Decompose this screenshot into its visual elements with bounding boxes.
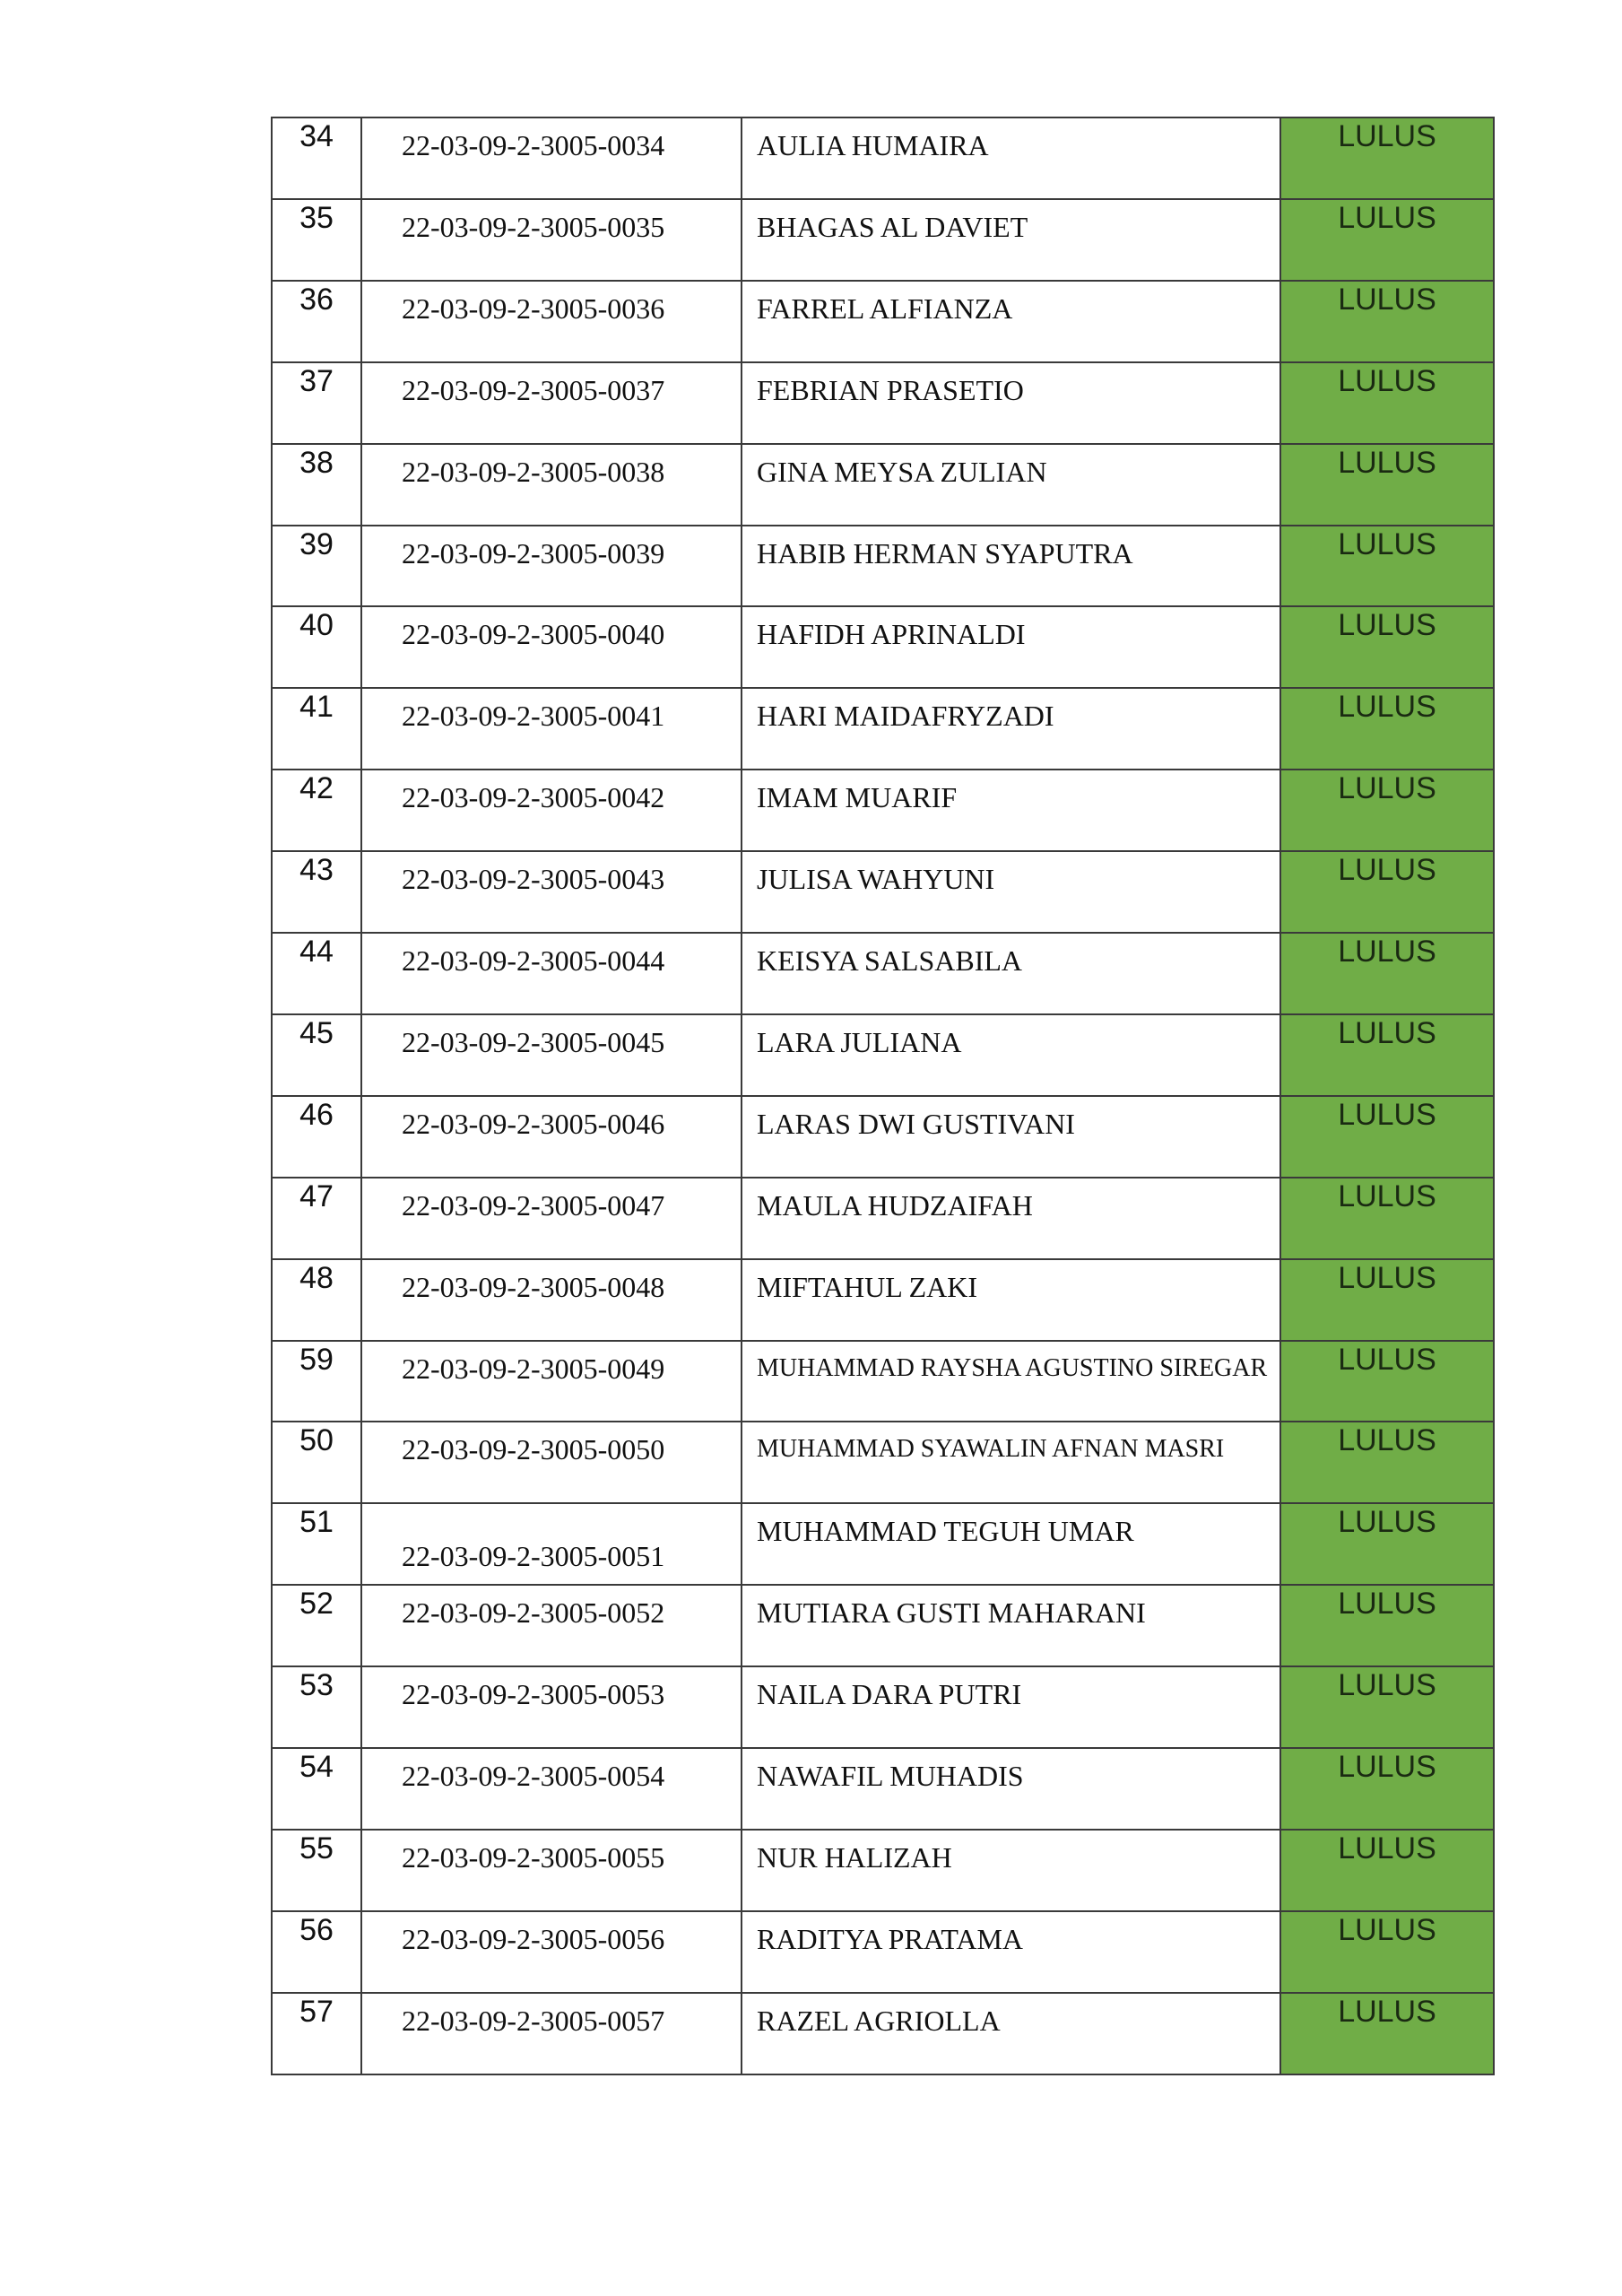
- status-label: LULUS: [1338, 1423, 1436, 1457]
- status-label: LULUS: [1338, 1016, 1436, 1050]
- status-cell: [1280, 1911, 1494, 1993]
- status-label: LULUS: [1338, 1587, 1436, 1621]
- row-number: 34: [299, 119, 334, 153]
- student-name-cell: [742, 851, 1280, 933]
- status-cell: [1280, 117, 1494, 199]
- table-row: [272, 526, 1494, 606]
- status-cell: [1280, 1748, 1494, 1830]
- exam-number-cell: [361, 1096, 742, 1178]
- exam-number-cell: [361, 199, 742, 281]
- student-name-cell: [742, 1585, 1280, 1666]
- table-row: [272, 1666, 1494, 1748]
- table-row: [272, 851, 1494, 933]
- exam-number-cell: [361, 1748, 742, 1830]
- row-number: 48: [299, 1261, 334, 1295]
- status-cell: [1280, 1422, 1494, 1503]
- exam-number-cell: [361, 1422, 742, 1503]
- student-name-cell: [742, 1993, 1280, 2074]
- student-name-cell: [742, 526, 1280, 606]
- student-name-cell: [742, 281, 1280, 362]
- row-number: 54: [299, 1750, 334, 1784]
- status-cell: [1280, 444, 1494, 526]
- table-row: [272, 1096, 1494, 1178]
- status-label: LULUS: [1338, 1505, 1436, 1539]
- status-label: LULUS: [1338, 771, 1436, 805]
- student-name-cell: [742, 606, 1280, 688]
- row-number: 35: [299, 201, 334, 235]
- exam-number: 22-03-09-2-3005-0036: [402, 292, 665, 325]
- row-number-cell: [272, 1096, 361, 1178]
- table-row: [272, 1422, 1494, 1503]
- status-cell: [1280, 1993, 1494, 2074]
- row-number-cell: [272, 1748, 361, 1830]
- row-number: 38: [299, 446, 334, 480]
- exam-number-cell: [361, 770, 742, 851]
- table-row: [272, 1503, 1494, 1585]
- exam-number: 22-03-09-2-3005-0048: [402, 1271, 665, 1303]
- status-label: LULUS: [1338, 1668, 1436, 1702]
- exam-number-cell: [361, 1014, 742, 1096]
- exam-number-cell: [361, 1585, 742, 1666]
- exam-number-cell: [361, 281, 742, 362]
- exam-number: 22-03-09-2-3005-0049: [402, 1352, 665, 1385]
- row-number: 56: [299, 1913, 334, 1947]
- status-cell: [1280, 1259, 1494, 1341]
- status-cell: [1280, 1096, 1494, 1178]
- student-name: JULISA WAHYUNI: [757, 863, 995, 895]
- table-row: [272, 1911, 1494, 1993]
- student-name-cell: [742, 1259, 1280, 1341]
- exam-number-cell: [361, 1993, 742, 2074]
- student-name-cell: [742, 1748, 1280, 1830]
- status-label: LULUS: [1338, 446, 1436, 480]
- exam-number-cell: [361, 117, 742, 199]
- student-name: RAZEL AGRIOLLA: [757, 2005, 1001, 2037]
- status-label: LULUS: [1338, 608, 1436, 642]
- student-name: RADITYA PRATAMA: [757, 1923, 1024, 1955]
- status-cell: [1280, 606, 1494, 688]
- student-name-cell: [742, 1911, 1280, 1993]
- table-row: [272, 1993, 1494, 2074]
- exam-number: 22-03-09-2-3005-0050: [402, 1433, 665, 1465]
- student-name: FEBRIAN PRASETIO: [757, 374, 1024, 406]
- row-number-cell: [272, 117, 361, 199]
- student-name: MUHAMMAD SYAWALIN AFNAN MASRI: [757, 1435, 1225, 1463]
- row-number: 39: [299, 527, 334, 561]
- student-name-cell: [742, 444, 1280, 526]
- table-row: [272, 1830, 1494, 1911]
- status-label: LULUS: [1338, 283, 1436, 317]
- status-cell: [1280, 1830, 1494, 1911]
- row-number-cell: [272, 281, 361, 362]
- status-label: LULUS: [1338, 1913, 1436, 1947]
- student-name-cell: [742, 1096, 1280, 1178]
- row-number: 50: [299, 1423, 334, 1457]
- row-number-cell: [272, 1666, 361, 1748]
- exam-number: 22-03-09-2-3005-0052: [402, 1596, 665, 1629]
- row-number: 59: [299, 1343, 334, 1377]
- exam-number: 22-03-09-2-3005-0034: [402, 129, 665, 161]
- row-number-cell: [272, 1178, 361, 1259]
- exam-number-cell: [361, 688, 742, 770]
- student-name: NAILA DARA PUTRI: [757, 1678, 1022, 1710]
- exam-number-cell: [361, 526, 742, 606]
- student-name-cell: [742, 1422, 1280, 1503]
- student-name: MIFTAHUL ZAKI: [757, 1271, 977, 1303]
- student-name-cell: [742, 1666, 1280, 1748]
- status-label: LULUS: [1338, 1261, 1436, 1295]
- status-cell: [1280, 1014, 1494, 1096]
- row-number-cell: [272, 606, 361, 688]
- student-name-cell: [742, 1014, 1280, 1096]
- row-number-cell: [272, 1911, 361, 1993]
- status-label: LULUS: [1338, 935, 1436, 969]
- exam-number: 22-03-09-2-3005-0045: [402, 1026, 665, 1058]
- status-cell: [1280, 526, 1494, 606]
- row-number: 47: [299, 1179, 334, 1213]
- table-row: [272, 1341, 1494, 1422]
- row-number: 37: [299, 364, 334, 398]
- status-label: LULUS: [1338, 1098, 1436, 1132]
- student-name: HAFIDH APRINALDI: [757, 618, 1026, 650]
- graduation-results-table: [271, 117, 1495, 2075]
- row-number-cell: [272, 362, 361, 444]
- exam-number: 22-03-09-2-3005-0035: [402, 211, 665, 243]
- student-name: NAWAFIL MUHADIS: [757, 1760, 1024, 1792]
- exam-number-cell: [361, 606, 742, 688]
- row-number-cell: [272, 1585, 361, 1666]
- row-number-cell: [272, 1422, 361, 1503]
- row-number: 44: [299, 935, 334, 969]
- status-cell: [1280, 1341, 1494, 1422]
- student-name: BHAGAS AL DAVIET: [757, 211, 1028, 243]
- student-name-cell: [742, 117, 1280, 199]
- student-name: LARA JULIANA: [757, 1026, 962, 1058]
- row-number-cell: [272, 1993, 361, 2074]
- table-row: [272, 606, 1494, 688]
- table-row: [272, 1259, 1494, 1341]
- row-number: 55: [299, 1831, 334, 1866]
- row-number-cell: [272, 688, 361, 770]
- row-number-cell: [272, 1259, 361, 1341]
- status-label: LULUS: [1338, 690, 1436, 724]
- row-number-cell: [272, 444, 361, 526]
- student-name: MAULA HUDZAIFAH: [757, 1189, 1033, 1222]
- status-label: LULUS: [1338, 1995, 1436, 2029]
- exam-number: 22-03-09-2-3005-0043: [402, 863, 665, 895]
- table-row: [272, 362, 1494, 444]
- status-cell: [1280, 1585, 1494, 1666]
- student-name-cell: [742, 1178, 1280, 1259]
- student-name-cell: [742, 362, 1280, 444]
- status-label: LULUS: [1338, 1831, 1436, 1866]
- exam-number-cell: [361, 1911, 742, 1993]
- row-number-cell: [272, 770, 361, 851]
- table-row: [272, 770, 1494, 851]
- status-label: LULUS: [1338, 364, 1436, 398]
- row-number: 40: [299, 608, 334, 642]
- row-number: 57: [299, 1995, 334, 2029]
- status-label: LULUS: [1338, 201, 1436, 235]
- table-row: [272, 117, 1494, 199]
- table-row: [272, 688, 1494, 770]
- status-cell: [1280, 688, 1494, 770]
- row-number-cell: [272, 1014, 361, 1096]
- student-name-cell: [742, 933, 1280, 1014]
- student-name: KEISYA SALSABILA: [757, 944, 1023, 977]
- status-label: LULUS: [1338, 1750, 1436, 1784]
- student-name: AULIA HUMAIRA: [757, 129, 989, 161]
- exam-number: 22-03-09-2-3005-0038: [402, 456, 665, 488]
- row-number: 36: [299, 283, 334, 317]
- row-number: 41: [299, 690, 334, 724]
- student-name: LARAS DWI GUSTIVANI: [757, 1108, 1075, 1140]
- row-number-cell: [272, 1341, 361, 1422]
- exam-number: 22-03-09-2-3005-0041: [402, 700, 665, 732]
- row-number-cell: [272, 1830, 361, 1911]
- row-number: 51: [299, 1505, 334, 1539]
- table-row: [272, 1748, 1494, 1830]
- row-number-cell: [272, 851, 361, 933]
- row-number: 42: [299, 771, 334, 805]
- exam-number-cell: [361, 1178, 742, 1259]
- student-name: MUHAMMAD RAYSHA AGUSTINO SIREGAR: [757, 1354, 1268, 1382]
- exam-number-cell: [361, 444, 742, 526]
- exam-number-cell: [361, 1666, 742, 1748]
- exam-number: 22-03-09-2-3005-0057: [402, 2005, 665, 2037]
- student-name: GINA MEYSA ZULIAN: [757, 456, 1047, 488]
- exam-number: 22-03-09-2-3005-0047: [402, 1189, 665, 1222]
- student-name-cell: [742, 688, 1280, 770]
- status-label: LULUS: [1338, 527, 1436, 561]
- table-row: [272, 199, 1494, 281]
- student-name-cell: [742, 1830, 1280, 1911]
- student-name: IMAM MUARIF: [757, 781, 958, 813]
- exam-number: 22-03-09-2-3005-0056: [402, 1923, 665, 1955]
- status-label: LULUS: [1338, 119, 1436, 153]
- status-label: LULUS: [1338, 1179, 1436, 1213]
- row-number-cell: [272, 199, 361, 281]
- student-name-cell: [742, 1341, 1280, 1422]
- student-name-cell: [742, 1503, 1280, 1585]
- row-number: 52: [299, 1587, 334, 1621]
- exam-number-cell: [361, 1503, 742, 1585]
- status-cell: [1280, 933, 1494, 1014]
- student-name: NUR HALIZAH: [757, 1841, 952, 1874]
- exam-number: 22-03-09-2-3005-0053: [402, 1678, 665, 1710]
- status-label: LULUS: [1338, 1343, 1436, 1377]
- exam-number-cell: [361, 933, 742, 1014]
- row-number: 45: [299, 1016, 334, 1050]
- status-cell: [1280, 851, 1494, 933]
- row-number-cell: [272, 933, 361, 1014]
- table-row: [272, 444, 1494, 526]
- student-name: HABIB HERMAN SYAPUTRA: [757, 537, 1133, 570]
- status-cell: [1280, 1178, 1494, 1259]
- exam-number: 22-03-09-2-3005-0040: [402, 618, 665, 650]
- status-label: LULUS: [1338, 853, 1436, 887]
- student-name-cell: [742, 199, 1280, 281]
- student-name: MUHAMMAD TEGUH UMAR: [757, 1515, 1134, 1547]
- table-row: [272, 933, 1494, 1014]
- status-cell: [1280, 199, 1494, 281]
- table-row: [272, 1178, 1494, 1259]
- table-row: [272, 281, 1494, 362]
- row-number-cell: [272, 526, 361, 606]
- student-name: FARREL ALFIANZA: [757, 292, 1013, 325]
- status-cell: [1280, 770, 1494, 851]
- student-name: HARI MAIDAFRYZADI: [757, 700, 1054, 732]
- exam-number: 22-03-09-2-3005-0039: [402, 537, 665, 570]
- student-name: MUTIARA GUSTI MAHARANI: [757, 1596, 1146, 1629]
- exam-number-cell: [361, 851, 742, 933]
- exam-number-cell: [361, 1259, 742, 1341]
- exam-number: 22-03-09-2-3005-0044: [402, 944, 665, 977]
- exam-number: 22-03-09-2-3005-0037: [402, 374, 665, 406]
- row-number: 53: [299, 1668, 334, 1702]
- status-cell: [1280, 362, 1494, 444]
- row-number: 46: [299, 1098, 334, 1132]
- row-number-cell: [272, 1503, 361, 1585]
- row-number: 43: [299, 853, 334, 887]
- exam-number: 22-03-09-2-3005-0054: [402, 1760, 665, 1792]
- exam-number: 22-03-09-2-3005-0046: [402, 1108, 665, 1140]
- table-row: [272, 1585, 1494, 1666]
- exam-number-cell: [361, 1341, 742, 1422]
- exam-number: 22-03-09-2-3005-0055: [402, 1841, 665, 1874]
- exam-number: 22-03-09-2-3005-0042: [402, 781, 665, 813]
- exam-number: 22-03-09-2-3005-0051: [402, 1540, 665, 1572]
- status-cell: [1280, 1503, 1494, 1585]
- exam-number-cell: [361, 1830, 742, 1911]
- table-row: [272, 1014, 1494, 1096]
- student-name-cell: [742, 770, 1280, 851]
- status-cell: [1280, 1666, 1494, 1748]
- status-cell: [1280, 281, 1494, 362]
- exam-number-cell: [361, 362, 742, 444]
